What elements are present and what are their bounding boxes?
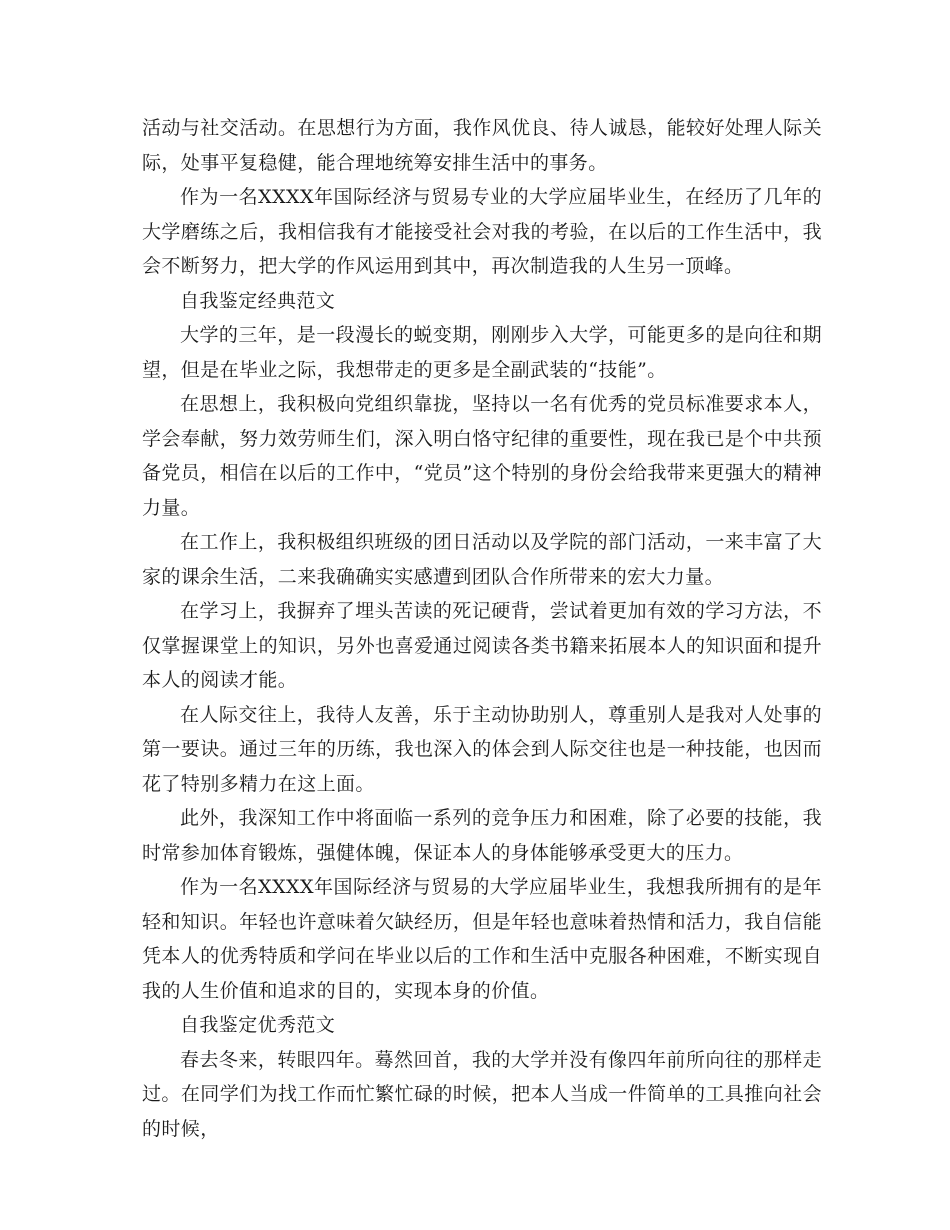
paragraph-7: 在人际交往上，我待人友善，乐于主动协助别人，尊重别人是我对人处事的第一要诀。通过三年的历练，我也深入的体会到人际交往也是一种技能，也因而花了特别多精力在这上面。	[142, 703, 822, 795]
paragraph-3: 大学的三年，是一段漫长的蜕变期，刚刚步入大学，可能更多的是向往和期望，但是在毕业之际，我想带走的更多是全副武装的“技能”。	[142, 324, 822, 381]
paragraph-1: 活动与社交活动。在思想行为方面，我作风优良、待人诚恳，能较好处理人际关际，处事平复稳健，能合理地统筹安排生活中的事务。	[142, 117, 822, 174]
paragraph-6: 在学习上，我摒弃了埋头苦读的死记硬背，尝试着更加有效的学习方法，不仅掌握课堂上的知识，另外也喜爱通过阅读各类书籍来拓展本人的知识面和提升本人的阅读才能。	[142, 600, 822, 691]
paragraph-2: 作为一名XXXX年国际经济与贸易专业的大学应届毕业生，在经历了几年的大学磨练之后，我相信我有才能接受社会对我的考验，在以后的工作生活中，我会不断努力，把大学的作风运用到其中，再次制造我的人生另一顶峰。	[142, 186, 822, 277]
paragraph-8: 此外，我深知工作中将面临一系列的竞争压力和困难，除了必要的技能，我时常参加体育锻炼，强健体魄，保证本人的身体能够承受更大的压力。	[142, 807, 822, 864]
paragraph-10: 春去冬来，转眼四年。蓦然回首，我的大学并没有像四年前所向往的那样走过。在同学们为找工作而忙繁忙碌的时候，把本人当成一件简单的工具推向社会的时候，	[142, 1048, 822, 1140]
paragraph-4: 在思想上，我积极向党组织靠拢，坚持以一名有优秀的党员标准要求本人，学会奉献，努力效劳师生们，深入明白恪守纪律的重要性，现在我已是个中共预备党员，相信在以后的工作中，“党员”这个特别的身份会给我带来更强大的精神力量。	[142, 393, 822, 519]
section-heading-classic: 自我鉴定经典范文	[180, 289, 336, 312]
document-body	[142, 111, 822, 1146]
paragraph-5: 在工作上，我积极组织班级的团日活动以及学院的部门活动，一来丰富了大家的课余生活，二来我确确实实感遭到团队合作所带来的宏大力量。	[142, 531, 822, 588]
section-heading-excellent: 自我鉴定优秀范文	[180, 1014, 336, 1036]
paragraph-9: 作为一名XXXX年国际经济与贸易的大学应届毕业生，我想我所拥有的是年轻和知识。年轻也许意味着欠缺经历，但是年轻也意味着热情和活力，我自信能凭本人的优秀特质和学问在毕业以后的工作和生活中克服各种困难，不断实现自我的人生价值和追求的目的，实现本身的价值。	[142, 876, 822, 1002]
